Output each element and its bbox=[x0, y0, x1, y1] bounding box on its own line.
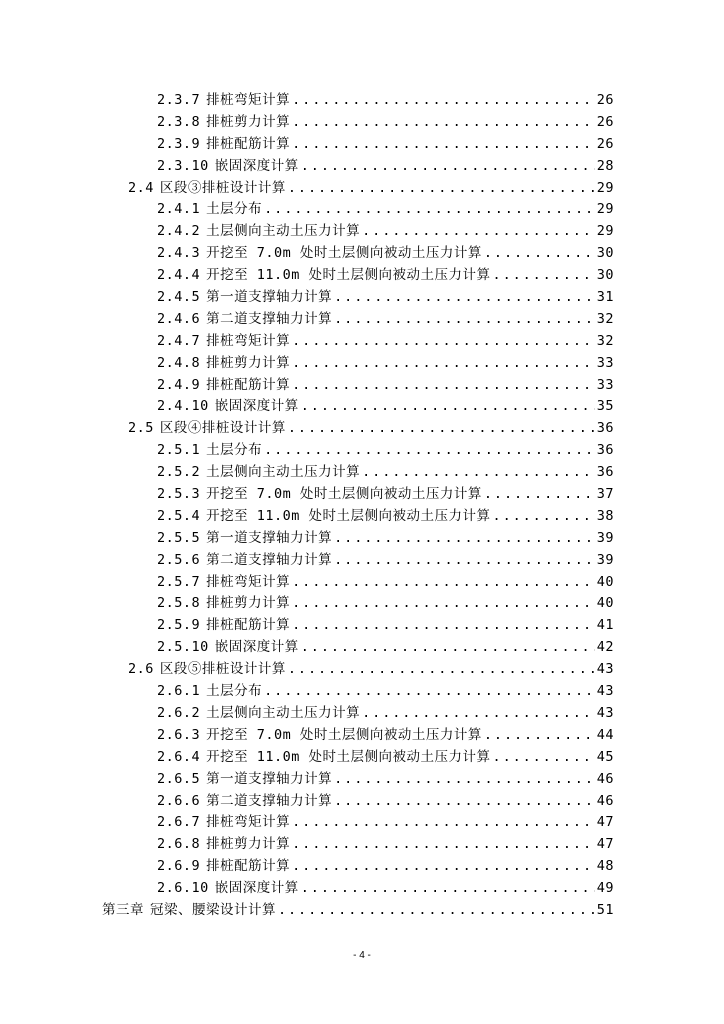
toc-entry[interactable] bbox=[0, 484, 724, 506]
toc-entry-title: 排桩弯矩计算 bbox=[206, 332, 291, 349]
toc-entry-page-number: 43 bbox=[596, 661, 614, 678]
toc-entry-title: 区段③排桩设计计算 bbox=[159, 179, 286, 196]
toc-entry-number: 2.4.9 bbox=[157, 376, 201, 393]
toc-entry-page-number: 47 bbox=[596, 814, 614, 831]
toc-dot-leader bbox=[264, 440, 595, 462]
toc-entry-number: 2.6.2 bbox=[157, 704, 201, 721]
toc-entry-line bbox=[157, 725, 614, 747]
toc-entry-title: 土层分布 bbox=[206, 201, 263, 218]
toc-entry-title: 开挖至 11.0m 处时土层侧向被动土压力计算 bbox=[206, 507, 491, 524]
toc-dot-leader bbox=[493, 506, 595, 528]
toc-entry[interactable] bbox=[0, 287, 724, 309]
toc-entry-number: 2.6.10 bbox=[157, 880, 209, 897]
toc-entry[interactable] bbox=[0, 440, 724, 462]
toc-entry-title: 排桩配筋计算 bbox=[206, 617, 291, 634]
toc-entry-title: 第二道支撑轴力计算 bbox=[206, 310, 333, 327]
toc-entry-title: 排桩剪力计算 bbox=[206, 836, 291, 853]
toc-entry-number: 2.5.9 bbox=[157, 617, 201, 634]
toc-entry-line bbox=[157, 199, 614, 221]
toc-entry-page-number: 26 bbox=[596, 113, 614, 130]
toc-entry[interactable] bbox=[0, 615, 724, 637]
toc-entry[interactable] bbox=[0, 134, 724, 156]
toc-entry-title: 第二道支撑轴力计算 bbox=[206, 792, 333, 809]
toc-entry-title: 第二道支撑轴力计算 bbox=[206, 551, 333, 568]
toc-dot-leader bbox=[292, 112, 595, 134]
toc-entry-page-number: 51 bbox=[596, 901, 614, 918]
toc-dot-leader bbox=[292, 812, 595, 834]
toc-entry-number: 2.3.7 bbox=[157, 92, 201, 108]
page-footer bbox=[0, 950, 724, 961]
toc-dot-leader bbox=[334, 528, 595, 550]
toc-dot-leader bbox=[264, 199, 595, 221]
toc-entry-number: 2.5.7 bbox=[157, 573, 201, 590]
table-of-contents bbox=[0, 90, 724, 922]
toc-entry-number: 2.4.7 bbox=[157, 332, 201, 349]
toc-entry[interactable] bbox=[0, 812, 724, 834]
toc-entry[interactable] bbox=[0, 418, 724, 440]
toc-entry-page-number: 44 bbox=[596, 726, 614, 743]
toc-entry-page-number: 32 bbox=[596, 332, 614, 349]
toc-dot-leader bbox=[292, 834, 595, 856]
toc-entry-title: 排桩弯矩计算 bbox=[206, 573, 291, 590]
toc-entry-page-number: 39 bbox=[596, 551, 614, 568]
toc-entry-number: 2.5.8 bbox=[157, 595, 201, 612]
toc-entry-title: 排桩剪力计算 bbox=[206, 354, 291, 371]
toc-dot-leader bbox=[292, 353, 595, 375]
toc-entry-page-number: 46 bbox=[596, 792, 614, 809]
toc-dot-leader bbox=[334, 550, 595, 572]
toc-entry[interactable] bbox=[0, 506, 724, 528]
toc-entry-page-number: 47 bbox=[596, 836, 614, 853]
toc-entry-line bbox=[157, 791, 614, 813]
toc-dot-leader bbox=[278, 900, 595, 922]
toc-entry-title: 排桩配筋计算 bbox=[206, 858, 291, 875]
toc-dot-leader bbox=[292, 572, 595, 594]
toc-entry-title: 开挖至 7.0m 处时土层侧向被动土压力计算 bbox=[206, 486, 482, 503]
toc-entry-number: 2.4.4 bbox=[157, 267, 201, 284]
toc-entry-line bbox=[157, 156, 614, 178]
toc-entry-number: 2.4 bbox=[128, 179, 154, 196]
toc-entry-line bbox=[157, 572, 614, 594]
toc-entry-title: 开挖至 11.0m 处时土层侧向被动土压力计算 bbox=[206, 748, 491, 765]
toc-entry[interactable] bbox=[0, 878, 724, 900]
toc-entry-line bbox=[157, 112, 614, 134]
toc-dot-leader bbox=[288, 659, 595, 681]
toc-entry-line bbox=[157, 462, 614, 484]
toc-dot-leader bbox=[292, 134, 595, 156]
toc-entry-page-number: 38 bbox=[596, 507, 614, 524]
toc-entry-number: 2.5.5 bbox=[157, 529, 201, 546]
toc-entry-title: 嵌固深度计算 bbox=[214, 398, 299, 415]
toc-dot-leader bbox=[292, 375, 595, 397]
toc-entry-line bbox=[157, 484, 614, 506]
toc-entry-page-number: 35 bbox=[596, 398, 614, 415]
toc-entry-title: 嵌固深度计算 bbox=[214, 157, 299, 174]
toc-entry[interactable] bbox=[0, 572, 724, 594]
toc-entry-title: 土层侧向主动土压力计算 bbox=[206, 464, 361, 481]
toc-entry-page-number: 42 bbox=[596, 639, 614, 656]
toc-dot-leader bbox=[301, 396, 595, 418]
toc-entry-page-number: 43 bbox=[596, 704, 614, 721]
toc-entry-line bbox=[157, 528, 614, 550]
toc-entry-number: 2.6.3 bbox=[157, 726, 201, 743]
toc-dot-leader bbox=[288, 178, 595, 200]
toc-entry-page-number: 26 bbox=[596, 135, 614, 152]
toc-entry-number: 2.5.6 bbox=[157, 551, 201, 568]
toc-entry-number: 2.6.6 bbox=[157, 792, 201, 809]
toc-entry-line bbox=[157, 812, 614, 834]
toc-entry-title: 排桩剪力计算 bbox=[206, 595, 291, 612]
toc-entry-page-number: 26 bbox=[596, 92, 614, 108]
toc-entry[interactable] bbox=[0, 791, 724, 813]
toc-entry[interactable] bbox=[0, 178, 724, 200]
toc-entry-number: 2.4.10 bbox=[157, 398, 209, 415]
toc-entry-title: 排桩弯矩计算 bbox=[206, 92, 291, 108]
toc-entry-number: 2.4.1 bbox=[157, 201, 201, 218]
toc-entry-title: 排桩剪力计算 bbox=[206, 113, 291, 130]
toc-entry-page-number: 36 bbox=[596, 442, 614, 459]
toc-entry[interactable] bbox=[0, 528, 724, 550]
toc-entry-number: 2.6.9 bbox=[157, 858, 201, 875]
toc-entry-page-number: 46 bbox=[596, 770, 614, 787]
toc-entry-number: 2.6.7 bbox=[157, 814, 201, 831]
toc-dot-leader bbox=[301, 156, 595, 178]
toc-entry-line bbox=[128, 659, 614, 681]
toc-entry-page-number: 29 bbox=[596, 179, 614, 196]
toc-entry-number: 2.6.1 bbox=[157, 683, 201, 700]
toc-dot-leader bbox=[301, 878, 595, 900]
toc-entry-page-number: 43 bbox=[596, 683, 614, 700]
toc-entry-number: 2.4.5 bbox=[157, 289, 201, 306]
toc-dot-leader bbox=[292, 593, 595, 615]
toc-entry-line bbox=[157, 331, 614, 353]
toc-entry[interactable] bbox=[0, 112, 724, 134]
toc-dot-leader bbox=[301, 637, 595, 659]
toc-entry[interactable] bbox=[0, 637, 724, 659]
toc-entry-line bbox=[157, 747, 614, 769]
toc-entry-line bbox=[157, 353, 614, 375]
toc-entry-line bbox=[157, 681, 614, 703]
toc-dot-leader bbox=[362, 703, 595, 725]
toc-entry-page-number: 40 bbox=[596, 595, 614, 612]
toc-dot-leader bbox=[334, 287, 595, 309]
toc-dot-leader bbox=[484, 484, 595, 506]
page-number: - 4 - bbox=[353, 950, 371, 961]
toc-entry-number: 2.6.4 bbox=[157, 748, 201, 765]
toc-entry-number: 第三章 bbox=[102, 901, 144, 918]
toc-entry-page-number: 41 bbox=[596, 617, 614, 634]
toc-entry-page-number: 30 bbox=[596, 245, 614, 262]
toc-entry-number: 2.4.6 bbox=[157, 310, 201, 327]
toc-entry-page-number: 39 bbox=[596, 529, 614, 546]
toc-entry-line bbox=[157, 834, 614, 856]
toc-entry-number: 2.5.1 bbox=[157, 442, 201, 459]
toc-entry-line bbox=[128, 178, 614, 200]
toc-entry[interactable] bbox=[0, 681, 724, 703]
toc-entry-line bbox=[157, 221, 614, 243]
toc-entry[interactable] bbox=[0, 243, 724, 265]
toc-entry-page-number: 45 bbox=[596, 748, 614, 765]
toc-entry-page-number: 28 bbox=[596, 157, 614, 174]
toc-entry-title: 排桩弯矩计算 bbox=[206, 814, 291, 831]
toc-entry[interactable] bbox=[0, 331, 724, 353]
toc-entry-number: 2.4.3 bbox=[157, 245, 201, 262]
toc-entry-title: 第一道支撑轴力计算 bbox=[206, 770, 333, 787]
toc-entry-number: 2.5.2 bbox=[157, 464, 201, 481]
toc-entry-line bbox=[157, 375, 614, 397]
toc-dot-leader bbox=[292, 856, 595, 878]
toc-entry-title: 排桩配筋计算 bbox=[206, 376, 291, 393]
toc-entry-page-number: 33 bbox=[596, 354, 614, 371]
toc-entry-line bbox=[157, 878, 614, 900]
toc-entry-title: 嵌固深度计算 bbox=[214, 639, 299, 656]
toc-entry-line bbox=[157, 506, 614, 528]
toc-entry[interactable] bbox=[0, 725, 724, 747]
toc-entry-title: 嵌固深度计算 bbox=[214, 880, 299, 897]
toc-dot-leader bbox=[292, 615, 595, 637]
toc-entry-line bbox=[157, 265, 614, 287]
toc-dot-leader bbox=[334, 791, 595, 813]
toc-entry-line bbox=[157, 637, 614, 659]
toc-entry-number: 2.6.5 bbox=[157, 770, 201, 787]
toc-entry-page-number: 40 bbox=[596, 573, 614, 590]
toc-entry-number: 2.5 bbox=[128, 420, 154, 437]
toc-entry-number: 2.3.8 bbox=[157, 113, 201, 130]
toc-entry-title: 开挖至 7.0m 处时土层侧向被动土压力计算 bbox=[206, 726, 482, 743]
toc-entry-page-number: 30 bbox=[596, 267, 614, 284]
toc-dot-leader bbox=[334, 769, 595, 791]
toc-entry-page-number: 31 bbox=[596, 289, 614, 306]
toc-entry-number: 2.5.3 bbox=[157, 486, 201, 503]
toc-entry-page-number: 32 bbox=[596, 310, 614, 327]
toc-entry-number: 2.5.10 bbox=[157, 639, 209, 656]
toc-entry-line bbox=[157, 703, 614, 725]
toc-entry-title: 土层分布 bbox=[206, 683, 263, 700]
toc-entry[interactable] bbox=[0, 309, 724, 331]
toc-entry[interactable] bbox=[0, 199, 724, 221]
toc-entry-line bbox=[157, 550, 614, 572]
toc-entry-title: 区段⑤排桩设计计算 bbox=[159, 661, 286, 678]
toc-entry-page-number: 29 bbox=[596, 201, 614, 218]
toc-entry[interactable] bbox=[0, 550, 724, 572]
toc-entry[interactable] bbox=[0, 593, 724, 615]
toc-dot-leader bbox=[484, 243, 595, 265]
toc-entry-title: 土层分布 bbox=[206, 442, 263, 459]
toc-entry[interactable] bbox=[0, 353, 724, 375]
toc-entry-title: 开挖至 7.0m 处时土层侧向被动土压力计算 bbox=[206, 245, 482, 262]
toc-entry-number: 2.3.9 bbox=[157, 135, 201, 152]
toc-dot-leader bbox=[292, 90, 595, 112]
toc-entry-title: 第一道支撑轴力计算 bbox=[206, 289, 333, 306]
toc-entry-number: 2.6.8 bbox=[157, 836, 201, 853]
toc-entry[interactable] bbox=[0, 834, 724, 856]
toc-entry[interactable] bbox=[0, 156, 724, 178]
toc-entry-number: 2.6 bbox=[128, 661, 154, 678]
toc-entry[interactable] bbox=[0, 375, 724, 397]
toc-entry-title: 区段④排桩设计计算 bbox=[159, 420, 286, 437]
toc-entry[interactable] bbox=[0, 265, 724, 287]
toc-entry-title: 第一道支撑轴力计算 bbox=[206, 529, 333, 546]
toc-entry-line bbox=[157, 856, 614, 878]
toc-entry-number: 2.4.8 bbox=[157, 354, 201, 371]
toc-dot-leader bbox=[264, 681, 595, 703]
toc-entry-number: 2.5.4 bbox=[157, 507, 201, 524]
toc-entry-page-number: 33 bbox=[596, 376, 614, 393]
toc-dot-leader bbox=[292, 331, 595, 353]
toc-entry[interactable] bbox=[0, 769, 724, 791]
toc-entry-title: 土层侧向主动土压力计算 bbox=[206, 704, 361, 721]
toc-entry-line bbox=[157, 440, 614, 462]
toc-entry[interactable] bbox=[0, 703, 724, 725]
toc-entry-number: 2.4.2 bbox=[157, 223, 201, 240]
toc-entry[interactable] bbox=[0, 856, 724, 878]
toc-dot-leader bbox=[334, 309, 595, 331]
toc-entry[interactable] bbox=[0, 462, 724, 484]
toc-entry-line bbox=[157, 615, 614, 637]
toc-entry-page-number: 49 bbox=[596, 880, 614, 897]
toc-entry-line bbox=[128, 418, 614, 440]
toc-entry[interactable] bbox=[0, 659, 724, 681]
toc-entry-line bbox=[157, 309, 614, 331]
toc-entry[interactable] bbox=[0, 900, 724, 922]
toc-dot-leader bbox=[288, 418, 595, 440]
toc-entry[interactable] bbox=[0, 90, 724, 112]
toc-dot-leader bbox=[484, 725, 595, 747]
toc-entry-line bbox=[157, 769, 614, 791]
toc-entry[interactable] bbox=[0, 747, 724, 769]
toc-dot-leader bbox=[493, 747, 595, 769]
toc-entry-line bbox=[157, 396, 614, 418]
toc-entry-title: 土层侧向主动土压力计算 bbox=[206, 223, 361, 240]
toc-entry-page-number: 36 bbox=[596, 464, 614, 481]
toc-entry-page-number: 36 bbox=[596, 420, 614, 437]
toc-entry-line bbox=[157, 287, 614, 309]
toc-dot-leader bbox=[362, 221, 595, 243]
toc-entry-page-number: 37 bbox=[596, 486, 614, 503]
toc-dot-leader bbox=[362, 462, 595, 484]
toc-entry-title: 冠梁、腰梁设计计算 bbox=[150, 901, 276, 918]
toc-entry-line bbox=[157, 90, 614, 112]
toc-entry-title: 排桩配筋计算 bbox=[206, 135, 291, 152]
toc-entry-title: 开挖至 11.0m 处时土层侧向被动土压力计算 bbox=[206, 267, 491, 284]
toc-entry-line bbox=[157, 134, 614, 156]
toc-entry-number: 2.3.10 bbox=[157, 157, 209, 174]
toc-entry[interactable] bbox=[0, 221, 724, 243]
toc-entry[interactable] bbox=[0, 396, 724, 418]
toc-entry-page-number: 48 bbox=[596, 858, 614, 875]
toc-entry-page-number: 29 bbox=[596, 223, 614, 240]
toc-entry-line bbox=[102, 900, 614, 922]
toc-entry-line bbox=[157, 243, 614, 265]
toc-entry-line bbox=[157, 593, 614, 615]
toc-dot-leader bbox=[493, 265, 595, 287]
